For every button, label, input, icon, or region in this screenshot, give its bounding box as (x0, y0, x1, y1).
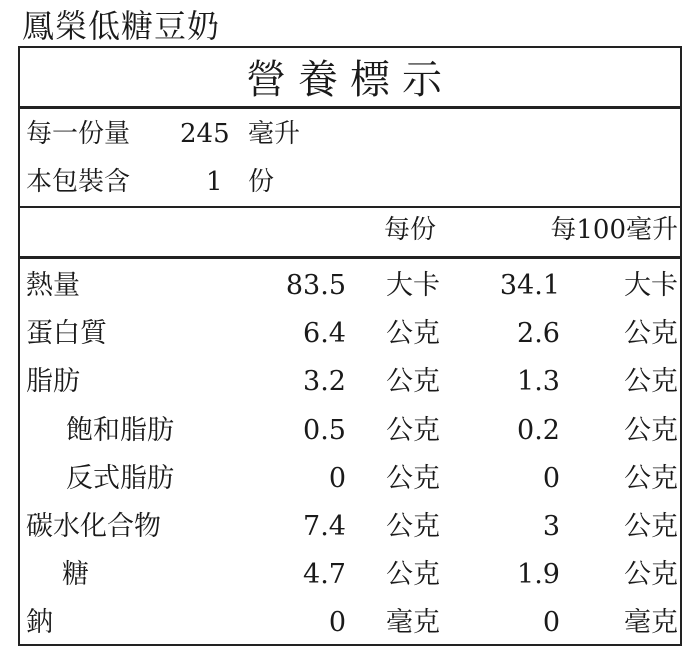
table-row (20, 551, 680, 599)
servings-count-label: 本包裝含 (26, 167, 131, 197)
nutrition-facts-panel (18, 46, 682, 646)
panel-title: 營養標示 (246, 57, 454, 103)
per-serving-value: 7.4 (303, 511, 346, 542)
per-100ml-value: 0 (542, 607, 560, 639)
nutrient-name: 鈉 (26, 607, 53, 639)
per-serving-value: 0.5 (303, 414, 346, 446)
nutrient-name: 熱量 (26, 270, 80, 301)
per-100ml-value: 0.2 (517, 414, 560, 446)
per-100ml-unit: 大卡 (624, 270, 678, 301)
serving-divider (20, 206, 680, 208)
nutrient-name: 碳水化合物 (26, 511, 161, 542)
per-100ml-unit: 公克 (624, 414, 678, 446)
per-100ml-value: 0 (542, 462, 560, 494)
per-serving-unit: 毫克 (386, 607, 440, 639)
nutrient-name: 糖 (62, 559, 89, 591)
per-serving-unit: 公克 (386, 414, 440, 446)
product-name: 鳳榮低糖豆奶 (22, 7, 221, 45)
per-100ml-value: 1.3 (517, 366, 560, 398)
nutrient-name: 反式脂肪 (66, 462, 174, 494)
per-100ml-unit: 公克 (624, 559, 678, 591)
column-per-serving: 每份 (384, 215, 437, 245)
per-100ml-value: 2.6 (517, 318, 560, 350)
servings-count-value: 1 (206, 167, 223, 197)
per-100ml-value: 34.1 (499, 270, 560, 301)
nutrient-name: 蛋白質 (26, 318, 107, 350)
per-100ml-unit: 公克 (624, 366, 678, 398)
nutrient-name: 脂肪 (26, 366, 80, 398)
per-serving-unit: 大卡 (386, 270, 440, 301)
table-row (20, 503, 680, 551)
per-100ml-unit: 公克 (624, 511, 678, 542)
table-row (20, 599, 680, 647)
per-serving-value: 4.7 (303, 559, 346, 591)
table-row (20, 407, 680, 455)
per-serving-unit: 公克 (386, 462, 440, 494)
table-row (20, 455, 680, 503)
serving-size-label: 每一份量 (26, 119, 131, 149)
per-100ml-unit: 公克 (624, 318, 678, 350)
table-row (20, 310, 680, 358)
per-100ml-unit: 公克 (624, 462, 678, 494)
serving-size-unit: 毫升 (248, 119, 301, 149)
per-serving-value: 3.2 (303, 366, 346, 398)
per-serving-unit: 公克 (386, 511, 440, 542)
column-per-100ml: 每100毫升 (550, 215, 678, 245)
per-100ml-value: 3 (542, 511, 560, 542)
header-divider (20, 256, 680, 259)
serving-size-value: 245 (180, 119, 230, 149)
per-serving-value: 83.5 (285, 270, 346, 301)
per-serving-value: 0 (328, 607, 346, 639)
per-serving-unit: 公克 (386, 318, 440, 350)
per-serving-value: 6.4 (303, 318, 346, 350)
table-row (20, 262, 680, 310)
per-100ml-value: 1.9 (517, 559, 560, 591)
per-serving-unit: 公克 (386, 366, 440, 398)
servings-count-unit: 份 (248, 167, 275, 197)
table-row (20, 358, 680, 406)
title-divider (20, 106, 680, 109)
nutrient-name: 飽和脂肪 (66, 414, 174, 446)
per-serving-value: 0 (328, 462, 346, 494)
per-100ml-unit: 毫克 (624, 607, 678, 639)
per-serving-unit: 公克 (386, 559, 440, 591)
